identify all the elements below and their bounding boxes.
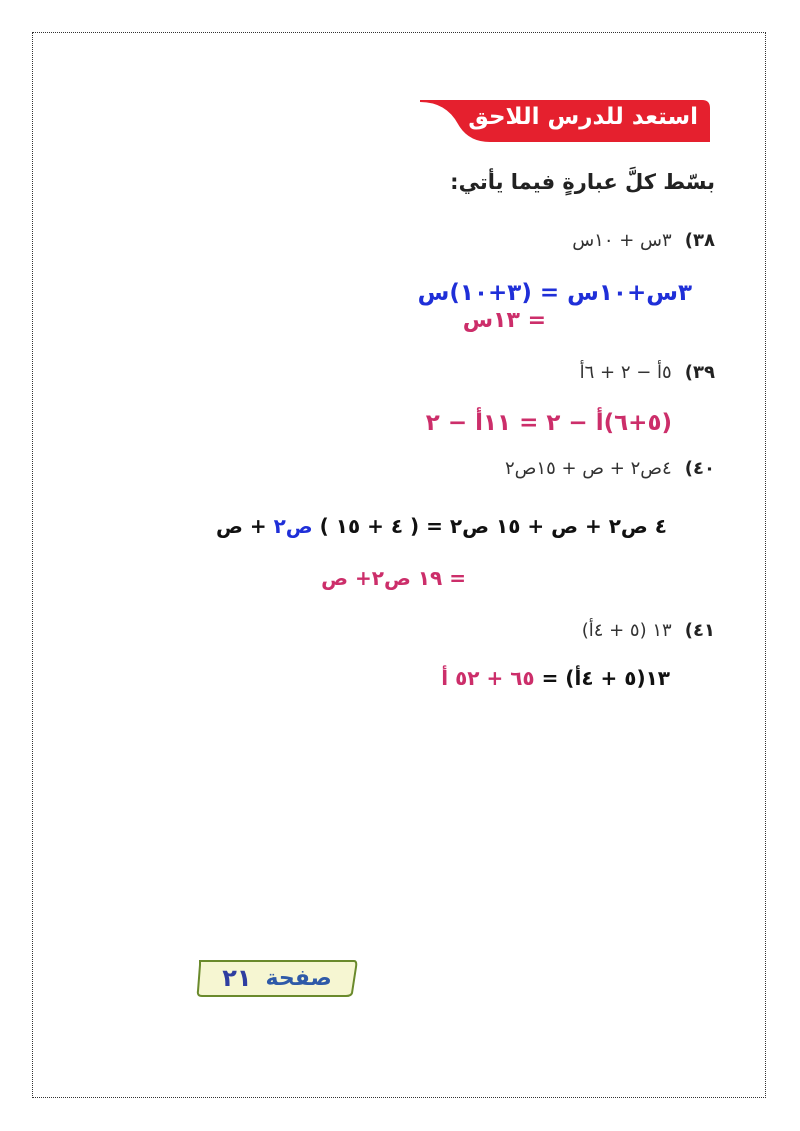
solution-39-line1: (٥+٦)أ − ٢ = ١١أ − ٢ xyxy=(425,410,672,436)
exercise-expression: ٣س + ١٠س xyxy=(572,230,672,251)
exercise-41 xyxy=(582,620,715,641)
instruction-text: بسّط كلَّ عبارةٍ فيما يأتي: xyxy=(450,170,715,194)
exercise-expression: ١٣ (٥ + ٤أ) xyxy=(581,620,672,641)
solution-41-left: ١٣(٥ + ٤أ) = xyxy=(534,666,670,690)
page-word: صفحة xyxy=(265,965,332,991)
solution-40-line1 xyxy=(216,514,667,538)
exercise-number: ٣٩) xyxy=(684,362,715,383)
exercise-38 xyxy=(572,230,715,251)
solution-41-result: ٦٥ + ٥٢ أ xyxy=(441,666,535,690)
exercise-40 xyxy=(505,458,715,479)
exercise-number: ٤١) xyxy=(684,620,715,641)
solution-38-line2: = ١٣س xyxy=(462,308,546,333)
solution-41-line1 xyxy=(441,666,670,690)
exercise-39 xyxy=(580,362,715,383)
page-number-badge xyxy=(194,957,360,999)
exercise-number: ٣٨) xyxy=(684,230,715,251)
exercise-number: ٤٠) xyxy=(684,458,715,479)
solution-40-left: ٤ ص٢ + ص + ١٥ ص٢ = ( ٤ + ١٥ ) xyxy=(312,514,667,538)
exercise-expression: ٤ص٢ + ص + ١٥ص٢ xyxy=(504,458,672,479)
banner-title: استعد للدرس اللاحق xyxy=(468,104,698,130)
solution-40-right: + ص xyxy=(215,514,274,538)
page-number-text xyxy=(194,957,360,999)
solution-38-line1: ٣س+١٠س = (٣+١٠)س xyxy=(417,280,692,306)
section-banner xyxy=(420,100,710,142)
solution-40-highlight: ص٢ xyxy=(273,514,313,538)
exercise-expression: ٥أ − ٢ + ٦أ xyxy=(579,362,672,383)
solution-40-line2: = ١٩ ص٢+ ص xyxy=(321,566,466,590)
page-number: ٢١ xyxy=(222,964,252,992)
